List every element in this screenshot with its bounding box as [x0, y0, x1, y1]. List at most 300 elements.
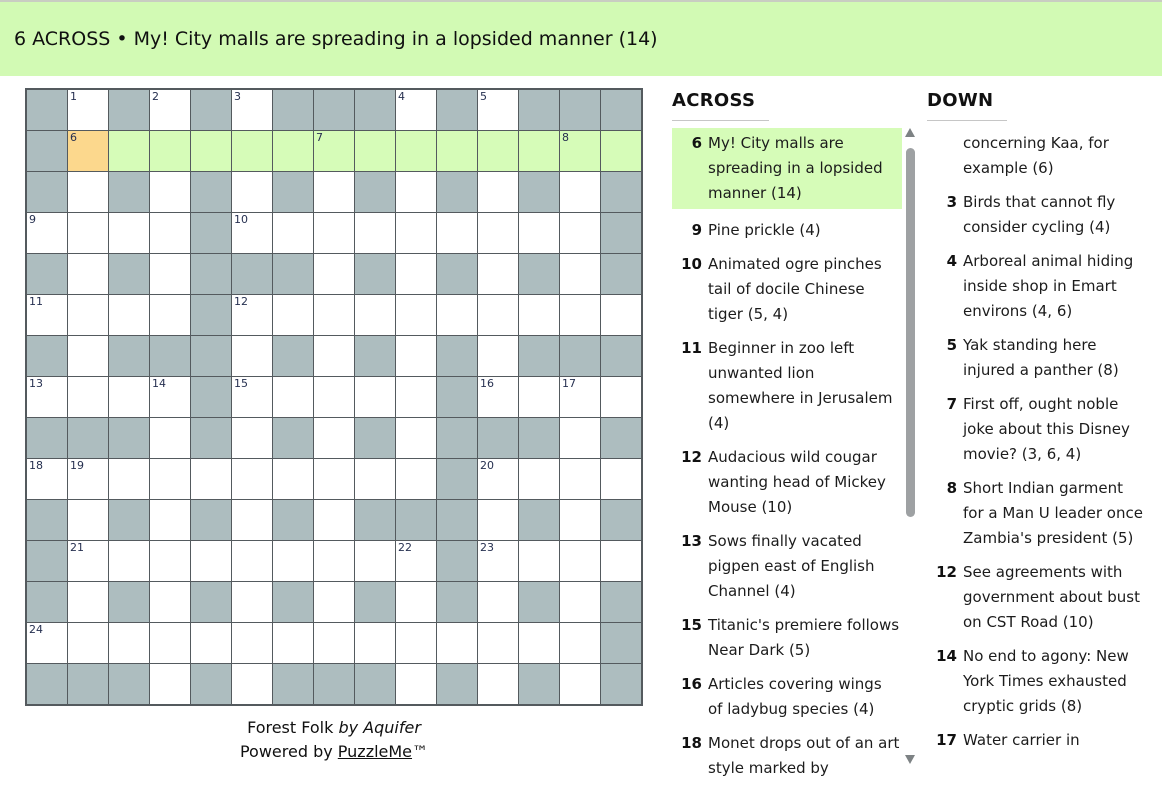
- grid-block-cell: [355, 172, 395, 212]
- down-column: [927, 88, 1149, 762]
- grid-cell[interactable]: [27, 623, 67, 663]
- grid-block-cell: [27, 254, 67, 294]
- grid-block-cell: [437, 541, 477, 581]
- grid-block-cell: [191, 295, 231, 335]
- down-clue-12[interactable]: [927, 560, 1149, 635]
- clue-text: See agreements with government about bust on CST Road (10): [963, 563, 1140, 631]
- grid-cell[interactable]: [601, 459, 641, 499]
- grid-cell[interactable]: [396, 254, 436, 294]
- grid-cell[interactable]: [27, 377, 67, 417]
- clue-number: 6: [691, 134, 702, 152]
- grid-block-cell: [601, 664, 641, 704]
- grid-cell[interactable]: [68, 500, 108, 540]
- grid-cell[interactable]: [437, 295, 477, 335]
- grid-cell[interactable]: [355, 295, 395, 335]
- grid-cell[interactable]: [232, 582, 272, 622]
- grid-cell[interactable]: [560, 295, 600, 335]
- grid-cell[interactable]: [68, 213, 108, 253]
- clue-text: Pine prickle (4): [708, 221, 821, 239]
- clue-text: No end to agony: New York Times exhausted cryptic grids (8): [963, 647, 1129, 715]
- grid-cell[interactable]: [437, 131, 477, 171]
- grid-cell[interactable]: [150, 90, 190, 130]
- grid-block-cell: [437, 418, 477, 458]
- grid-cell[interactable]: [478, 377, 518, 417]
- grid-cell[interactable]: [396, 295, 436, 335]
- grid-cell[interactable]: [232, 377, 272, 417]
- grid-cell[interactable]: [560, 213, 600, 253]
- grid-cell[interactable]: [273, 131, 313, 171]
- down-clue-3[interactable]: [927, 190, 1149, 240]
- clue-number: 16: [681, 675, 702, 693]
- puzzle-footer: [25, 716, 643, 764]
- grid-cell[interactable]: [232, 500, 272, 540]
- down-clue-list: [927, 131, 1149, 753]
- cell-number: 13: [29, 377, 43, 390]
- grid-block-cell: [601, 582, 641, 622]
- grid-block-cell: [109, 90, 149, 130]
- grid-cell[interactable]: [396, 541, 436, 581]
- clue-text: Monet drops out of an art style marked by: [708, 734, 900, 777]
- grid-block-cell: [150, 336, 190, 376]
- grid-cell[interactable]: [396, 459, 436, 499]
- across-clue-11[interactable]: [672, 336, 902, 436]
- grid-block-cell: [601, 500, 641, 540]
- grid-block-cell: [27, 90, 67, 130]
- grid-block-cell: [273, 172, 313, 212]
- scrollbar-down-icon[interactable]: [905, 755, 915, 764]
- cell-number: 19: [70, 459, 84, 472]
- grid-cell[interactable]: [478, 664, 518, 704]
- scrollbar-up-icon[interactable]: [905, 128, 915, 137]
- grid-block-cell: [27, 418, 67, 458]
- grid-cell[interactable]: [396, 172, 436, 212]
- grid-cell[interactable]: [109, 623, 149, 663]
- grid-cell[interactable]: [232, 664, 272, 704]
- grid-block-cell: [191, 664, 231, 704]
- across-column: [672, 88, 902, 790]
- grid-block-cell: [314, 664, 354, 704]
- grid-block-cell: [437, 336, 477, 376]
- grid-cell[interactable]: [314, 254, 354, 294]
- across-clue-9[interactable]: [672, 218, 902, 243]
- grid-cell[interactable]: [519, 623, 559, 663]
- grid-block-cell: [519, 500, 559, 540]
- grid-cell[interactable]: [478, 131, 518, 171]
- grid-block-cell: [355, 336, 395, 376]
- grid-cell[interactable]: [150, 541, 190, 581]
- grid-cell[interactable]: [150, 377, 190, 417]
- cell-number: 9: [29, 213, 36, 226]
- grid-cell[interactable]: [396, 664, 436, 704]
- grid-cell[interactable]: [232, 541, 272, 581]
- clue-number: 8: [946, 479, 957, 497]
- clue-text: My! City malls are spreading in a lopsided manner (14): [708, 134, 883, 202]
- across-clue-list: [672, 128, 902, 781]
- grid-cell[interactable]: [478, 623, 518, 663]
- grid-block-cell: [437, 459, 477, 499]
- scrollbar-thumb[interactable]: [906, 148, 915, 517]
- grid-cell[interactable]: [396, 131, 436, 171]
- across-clue-15[interactable]: [672, 613, 902, 663]
- grid-block-cell: [601, 213, 641, 253]
- grid-block-cell: [109, 500, 149, 540]
- grid-cell[interactable]: [273, 295, 313, 335]
- grid-cell[interactable]: [191, 623, 231, 663]
- clue-text: Birds that cannot fly consider cycling (4): [963, 193, 1116, 236]
- grid-cell[interactable]: [150, 500, 190, 540]
- grid-cell[interactable]: [560, 254, 600, 294]
- clue-number: 18: [681, 734, 702, 752]
- grid-cell[interactable]: [560, 664, 600, 704]
- grid-cell[interactable]: [601, 377, 641, 417]
- clue-number: 7: [946, 395, 957, 413]
- grid-cell[interactable]: [68, 131, 108, 171]
- grid-cell[interactable]: [519, 213, 559, 253]
- grid-cell[interactable]: [437, 623, 477, 663]
- grid-cell[interactable]: [150, 172, 190, 212]
- grid-cell[interactable]: [396, 213, 436, 253]
- down-clue-7[interactable]: [927, 392, 1149, 467]
- down-clue-continuation[interactable]: [927, 131, 1149, 181]
- grid-cell[interactable]: [68, 172, 108, 212]
- puzzle-title: Forest Folk: [247, 718, 339, 737]
- across-clue-13[interactable]: [672, 529, 902, 604]
- grid-block-cell: [109, 254, 149, 294]
- grid-cell[interactable]: [601, 131, 641, 171]
- grid-cell[interactable]: [314, 541, 354, 581]
- grid-block-cell: [191, 213, 231, 253]
- grid-cell[interactable]: [27, 213, 67, 253]
- grid-block-cell: [437, 377, 477, 417]
- grid-cell[interactable]: [314, 582, 354, 622]
- grid-block-cell: [109, 418, 149, 458]
- clue-number: 3: [946, 193, 957, 211]
- grid-cell[interactable]: [68, 582, 108, 622]
- down-clue-8[interactable]: [927, 476, 1149, 551]
- grid-cell[interactable]: [191, 541, 231, 581]
- cell-number: 2: [152, 90, 159, 103]
- trademark-symbol: ™: [412, 742, 429, 761]
- grid-block-cell: [232, 254, 272, 294]
- grid-cell[interactable]: [314, 500, 354, 540]
- grid-block-cell: [191, 582, 231, 622]
- clue-number: 13: [681, 532, 702, 550]
- across-clue-10[interactable]: [672, 252, 902, 327]
- cell-number: 20: [480, 459, 494, 472]
- grid-cell[interactable]: [232, 90, 272, 130]
- grid-cell[interactable]: [560, 582, 600, 622]
- grid-cell[interactable]: [68, 459, 108, 499]
- grid-cell[interactable]: [314, 131, 354, 171]
- grid-cell[interactable]: [519, 295, 559, 335]
- grid-cell[interactable]: [478, 213, 518, 253]
- clue-number: 4: [946, 252, 957, 270]
- grid-cell[interactable]: [314, 459, 354, 499]
- grid-cell[interactable]: [68, 541, 108, 581]
- grid-block-cell: [355, 254, 395, 294]
- across-clue-6[interactable]: [672, 128, 902, 209]
- grid-block-cell: [68, 418, 108, 458]
- clue-number: [927, 131, 963, 181]
- grid-cell[interactable]: [314, 213, 354, 253]
- grid-block-cell: [355, 418, 395, 458]
- grid-block-cell: [601, 90, 641, 130]
- down-clue-4[interactable]: [927, 249, 1149, 324]
- grid-cell[interactable]: [560, 623, 600, 663]
- current-clue-text: 6 ACROSS • My! City malls are spreading in a lopsided manner (14): [14, 28, 658, 50]
- grid-block-cell: [191, 90, 231, 130]
- grid-block-cell: [191, 254, 231, 294]
- grid-cell[interactable]: [560, 131, 600, 171]
- grid-block-cell: [27, 131, 67, 171]
- grid-cell[interactable]: [355, 377, 395, 417]
- clue-text: Beginner in zoo left unwanted lion somewhere in Jerusalem (4): [708, 339, 893, 432]
- grid-block-cell: [273, 336, 313, 376]
- grid-cell[interactable]: [232, 418, 272, 458]
- grid-cell[interactable]: [273, 541, 313, 581]
- clue-number: 14: [936, 647, 957, 665]
- grid-cell[interactable]: [396, 377, 436, 417]
- grid-cell[interactable]: [437, 213, 477, 253]
- cell-number: 18: [29, 459, 43, 472]
- current-clue-banner: [0, 0, 1162, 76]
- grid-cell[interactable]: [273, 623, 313, 663]
- clue-text: concerning Kaa, for example (6): [963, 134, 1109, 177]
- grid-cell[interactable]: [478, 172, 518, 212]
- grid-cell[interactable]: [109, 377, 149, 417]
- grid-cell[interactable]: [232, 295, 272, 335]
- grid-cell[interactable]: [273, 459, 313, 499]
- grid-cell[interactable]: [314, 418, 354, 458]
- grid-cell[interactable]: [478, 90, 518, 130]
- clue-text: Animated ogre pinches tail of docile Chinese tiger (5, 4): [708, 255, 882, 323]
- grid-block-cell: [519, 254, 559, 294]
- grid-cell[interactable]: [68, 90, 108, 130]
- down-clue-5[interactable]: [927, 333, 1149, 383]
- grid-block-cell: [601, 172, 641, 212]
- grid-cell[interactable]: [355, 459, 395, 499]
- grid-block-cell: [519, 418, 559, 458]
- grid-cell[interactable]: [27, 295, 67, 335]
- grid-block-cell: [109, 664, 149, 704]
- down-clue-14[interactable]: [927, 644, 1149, 719]
- grid-cell[interactable]: [314, 377, 354, 417]
- grid-cell[interactable]: [396, 582, 436, 622]
- grid-block-cell: [27, 172, 67, 212]
- grid-block-cell: [519, 336, 559, 376]
- across-clue-12[interactable]: [672, 445, 902, 520]
- across-header: ACROSS: [672, 90, 769, 121]
- grid-block-cell: [560, 90, 600, 130]
- clue-number: 17: [936, 731, 957, 749]
- grid-cell[interactable]: [519, 459, 559, 499]
- grid-cell[interactable]: [396, 90, 436, 130]
- grid-block-cell: [191, 172, 231, 212]
- grid-cell[interactable]: [68, 336, 108, 376]
- grid-cell[interactable]: [150, 418, 190, 458]
- across-clue-18[interactable]: [672, 731, 902, 781]
- grid-block-cell: [191, 500, 231, 540]
- clue-scrollbar[interactable]: [903, 88, 918, 772]
- grid-cell[interactable]: [478, 254, 518, 294]
- grid-block-cell: [519, 664, 559, 704]
- clue-text: Arboreal animal hiding inside shop in Emart environs (4, 6): [963, 252, 1134, 320]
- grid-cell[interactable]: [68, 254, 108, 294]
- grid-cell[interactable]: [68, 623, 108, 663]
- grid-cell[interactable]: [232, 131, 272, 171]
- grid-block-cell: [27, 541, 67, 581]
- powered-by-line: [25, 740, 643, 764]
- clue-number: 11: [681, 339, 702, 357]
- grid-cell[interactable]: [519, 377, 559, 417]
- puzzle-byline: by Aquifer: [338, 718, 421, 737]
- grid-cell[interactable]: [273, 213, 313, 253]
- grid-cell[interactable]: [68, 295, 108, 335]
- grid-cell[interactable]: [478, 295, 518, 335]
- grid-cell[interactable]: [478, 459, 518, 499]
- grid-block-cell: [273, 664, 313, 704]
- grid-cell[interactable]: [519, 131, 559, 171]
- grid-cell[interactable]: [232, 172, 272, 212]
- puzzleme-link[interactable]: PuzzleMe: [337, 742, 413, 761]
- grid-cell[interactable]: [314, 172, 354, 212]
- grid-cell[interactable]: [232, 623, 272, 663]
- grid-cell[interactable]: [355, 213, 395, 253]
- puzzle-title-line: [25, 716, 643, 740]
- clue-number: 9: [691, 221, 702, 239]
- clue-number: 5: [946, 336, 957, 354]
- grid-cell[interactable]: [478, 336, 518, 376]
- grid-cell[interactable]: [150, 254, 190, 294]
- grid-cell[interactable]: [150, 213, 190, 253]
- grid-cell[interactable]: [109, 541, 149, 581]
- grid-block-cell: [437, 664, 477, 704]
- grid-cell[interactable]: [396, 418, 436, 458]
- grid-cell[interactable]: [232, 336, 272, 376]
- grid-cell[interactable]: [560, 172, 600, 212]
- grid-block-cell: [519, 172, 559, 212]
- cell-number: 8: [562, 131, 569, 144]
- grid-block-cell: [519, 582, 559, 622]
- grid-cell[interactable]: [191, 131, 231, 171]
- cell-number: 1: [70, 90, 77, 103]
- grid-cell[interactable]: [109, 459, 149, 499]
- grid-cell[interactable]: [232, 213, 272, 253]
- cell-number: 11: [29, 295, 43, 308]
- grid-block-cell: [355, 664, 395, 704]
- grid-block-cell: [560, 336, 600, 376]
- grid-block-cell: [437, 500, 477, 540]
- cell-number: 4: [398, 90, 405, 103]
- grid-cell[interactable]: [150, 582, 190, 622]
- grid-cell[interactable]: [109, 295, 149, 335]
- grid-cell[interactable]: [601, 541, 641, 581]
- grid-block-cell: [27, 336, 67, 376]
- grid-cell[interactable]: [355, 131, 395, 171]
- grid-block-cell: [478, 418, 518, 458]
- grid-cell[interactable]: [478, 500, 518, 540]
- grid-block-cell: [109, 582, 149, 622]
- grid-cell[interactable]: [150, 664, 190, 704]
- grid-block-cell: [437, 582, 477, 622]
- grid-cell[interactable]: [68, 377, 108, 417]
- grid-cell[interactable]: [560, 418, 600, 458]
- grid-cell[interactable]: [396, 336, 436, 376]
- grid-block-cell: [68, 664, 108, 704]
- cell-number: 21: [70, 541, 84, 554]
- grid-cell[interactable]: [519, 541, 559, 581]
- clue-text: Yak standing here injured a panther (8): [963, 336, 1119, 379]
- clue-text: Articles covering wings of ladybug species (4): [708, 675, 882, 718]
- grid-cell[interactable]: [478, 582, 518, 622]
- grid-cell[interactable]: [109, 131, 149, 171]
- grid-cell[interactable]: [191, 459, 231, 499]
- grid-block-cell: [437, 172, 477, 212]
- grid-cell[interactable]: [314, 336, 354, 376]
- grid-block-cell: [601, 418, 641, 458]
- down-header: DOWN: [927, 90, 1007, 121]
- grid-cell[interactable]: [150, 295, 190, 335]
- clue-number: 15: [681, 616, 702, 634]
- clue-text: First off, ought noble joke about this Disney movie? (3, 6, 4): [963, 395, 1130, 463]
- grid-block-cell: [396, 500, 436, 540]
- grid-cell[interactable]: [396, 623, 436, 663]
- grid-cell[interactable]: [109, 213, 149, 253]
- grid-block-cell: [437, 254, 477, 294]
- grid-block-cell: [601, 254, 641, 294]
- clue-number: 10: [681, 255, 702, 273]
- grid-cell[interactable]: [27, 459, 67, 499]
- grid-block-cell: [109, 336, 149, 376]
- grid-block-cell: [601, 336, 641, 376]
- grid-cell[interactable]: [150, 459, 190, 499]
- grid-cell[interactable]: [150, 623, 190, 663]
- down-clue-17[interactable]: [927, 728, 1149, 753]
- grid-cell[interactable]: [314, 623, 354, 663]
- clue-number: 12: [681, 448, 702, 466]
- grid-cell[interactable]: [314, 295, 354, 335]
- grid-cell[interactable]: [232, 459, 272, 499]
- grid-cell[interactable]: [150, 131, 190, 171]
- cell-number: 10: [234, 213, 248, 226]
- grid-block-cell: [437, 90, 477, 130]
- grid-cell[interactable]: [355, 623, 395, 663]
- grid-block-cell: [273, 500, 313, 540]
- grid-block-cell: [273, 582, 313, 622]
- cell-number: 7: [316, 131, 323, 144]
- grid-cell[interactable]: [478, 541, 518, 581]
- across-clue-16[interactable]: [672, 672, 902, 722]
- grid-cell[interactable]: [560, 377, 600, 417]
- crossword-grid[interactable]: [25, 88, 643, 706]
- grid-cell[interactable]: [560, 459, 600, 499]
- cell-number: 6: [70, 131, 77, 144]
- clue-text: Sows finally vacated pigpen east of English Channel (4): [708, 532, 875, 600]
- grid-cell[interactable]: [560, 541, 600, 581]
- grid-cell[interactable]: [560, 500, 600, 540]
- grid-block-cell: [191, 336, 231, 376]
- grid-cell[interactable]: [273, 377, 313, 417]
- grid-cell[interactable]: [601, 295, 641, 335]
- grid-cell[interactable]: [355, 541, 395, 581]
- grid-block-cell: [27, 664, 67, 704]
- cell-number: 15: [234, 377, 248, 390]
- clue-text: Audacious wild cougar wanting head of Mickey Mouse (10): [708, 448, 886, 516]
- clue-text: Water carrier in: [963, 731, 1080, 749]
- grid-block-cell: [109, 172, 149, 212]
- grid-block-cell: [355, 500, 395, 540]
- grid-block-cell: [314, 90, 354, 130]
